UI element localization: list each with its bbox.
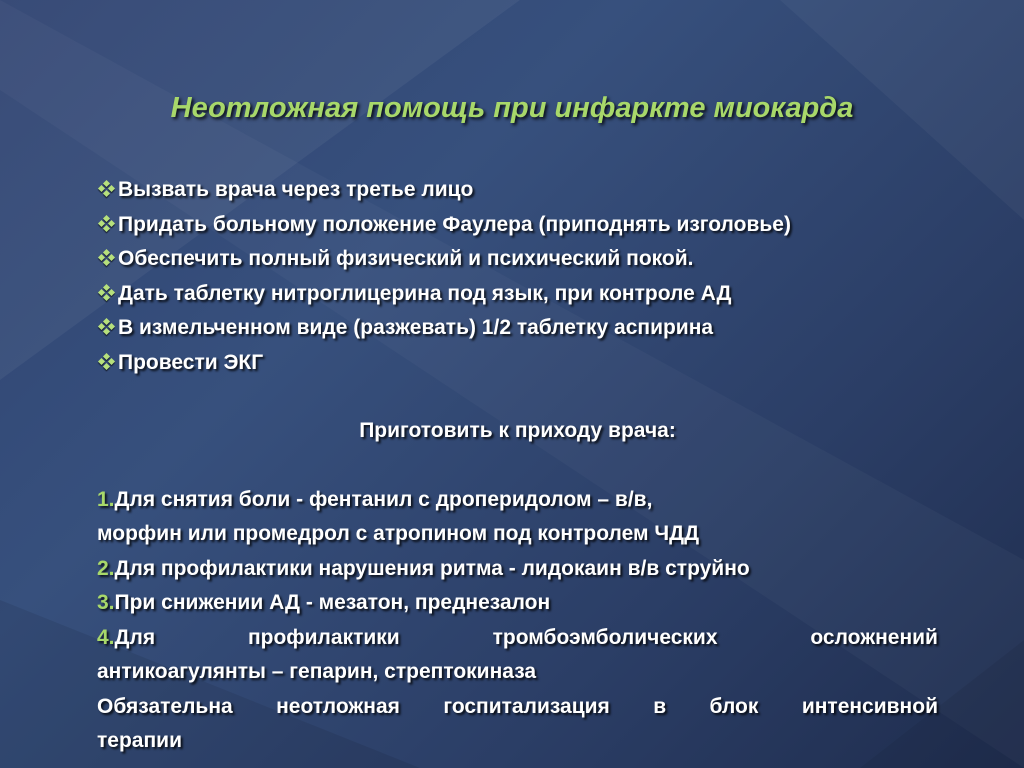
diamond-bullet-icon bbox=[97, 249, 117, 267]
list-item: Придать больному положение Фаулера (приподнять изголовье) bbox=[97, 208, 938, 243]
diamond-bullet-icon bbox=[97, 284, 117, 302]
list-item: Вызвать врача через третье лицо bbox=[97, 173, 938, 208]
numbered-list bbox=[97, 483, 938, 759]
item-number: 1. bbox=[97, 487, 115, 511]
diamond-bullet-icon bbox=[97, 353, 117, 371]
item-number: 3. bbox=[97, 591, 115, 614]
list-item: Провести ЭКГ bbox=[97, 346, 938, 381]
diamond-bullet-icon bbox=[97, 180, 117, 198]
subheading: Приготовить к приходу врача: bbox=[359, 419, 676, 442]
numbered-item: 2.Для профилактики нарушения ритма - лидокаин в/в струйно bbox=[97, 556, 750, 580]
numbered-item: 1.Для снятия боли - фентанил с дроперидолом – в/в, bbox=[97, 487, 653, 511]
diamond-bullet-icon bbox=[97, 215, 117, 233]
list-item: Обеспечить полный физический и психический покой. bbox=[97, 242, 938, 277]
footer-note: Обязательна неотложная госпитализация в блок интенсивной bbox=[97, 694, 938, 718]
item-number: 2. bbox=[97, 556, 115, 580]
action-list bbox=[97, 173, 938, 380]
numbered-item-continuation: морфин или промедрол с атропином под контролем ЧДД bbox=[97, 522, 700, 545]
diamond-bullet-icon bbox=[97, 318, 117, 336]
list-item: В измельченном виде (разжевать) 1/2 таблетку аспирина bbox=[97, 311, 938, 346]
footer-note-continuation: терапии bbox=[97, 729, 182, 752]
slide-title: Неотложная помощь при инфаркте миокарда bbox=[170, 92, 854, 124]
list-item: Дать таблетку нитроглицерина под язык, при контроле АД bbox=[97, 277, 938, 312]
numbered-item-continuation: антикоагулянты – гепарин, стрептокиназа bbox=[97, 660, 537, 683]
numbered-item: 3.При снижении АД - мезатон, преднезалон bbox=[97, 591, 551, 614]
numbered-item: 4.Для профилактики тромбоэмболических осложнений bbox=[97, 625, 938, 649]
item-number: 4. bbox=[97, 625, 115, 649]
slide-content bbox=[97, 173, 938, 759]
